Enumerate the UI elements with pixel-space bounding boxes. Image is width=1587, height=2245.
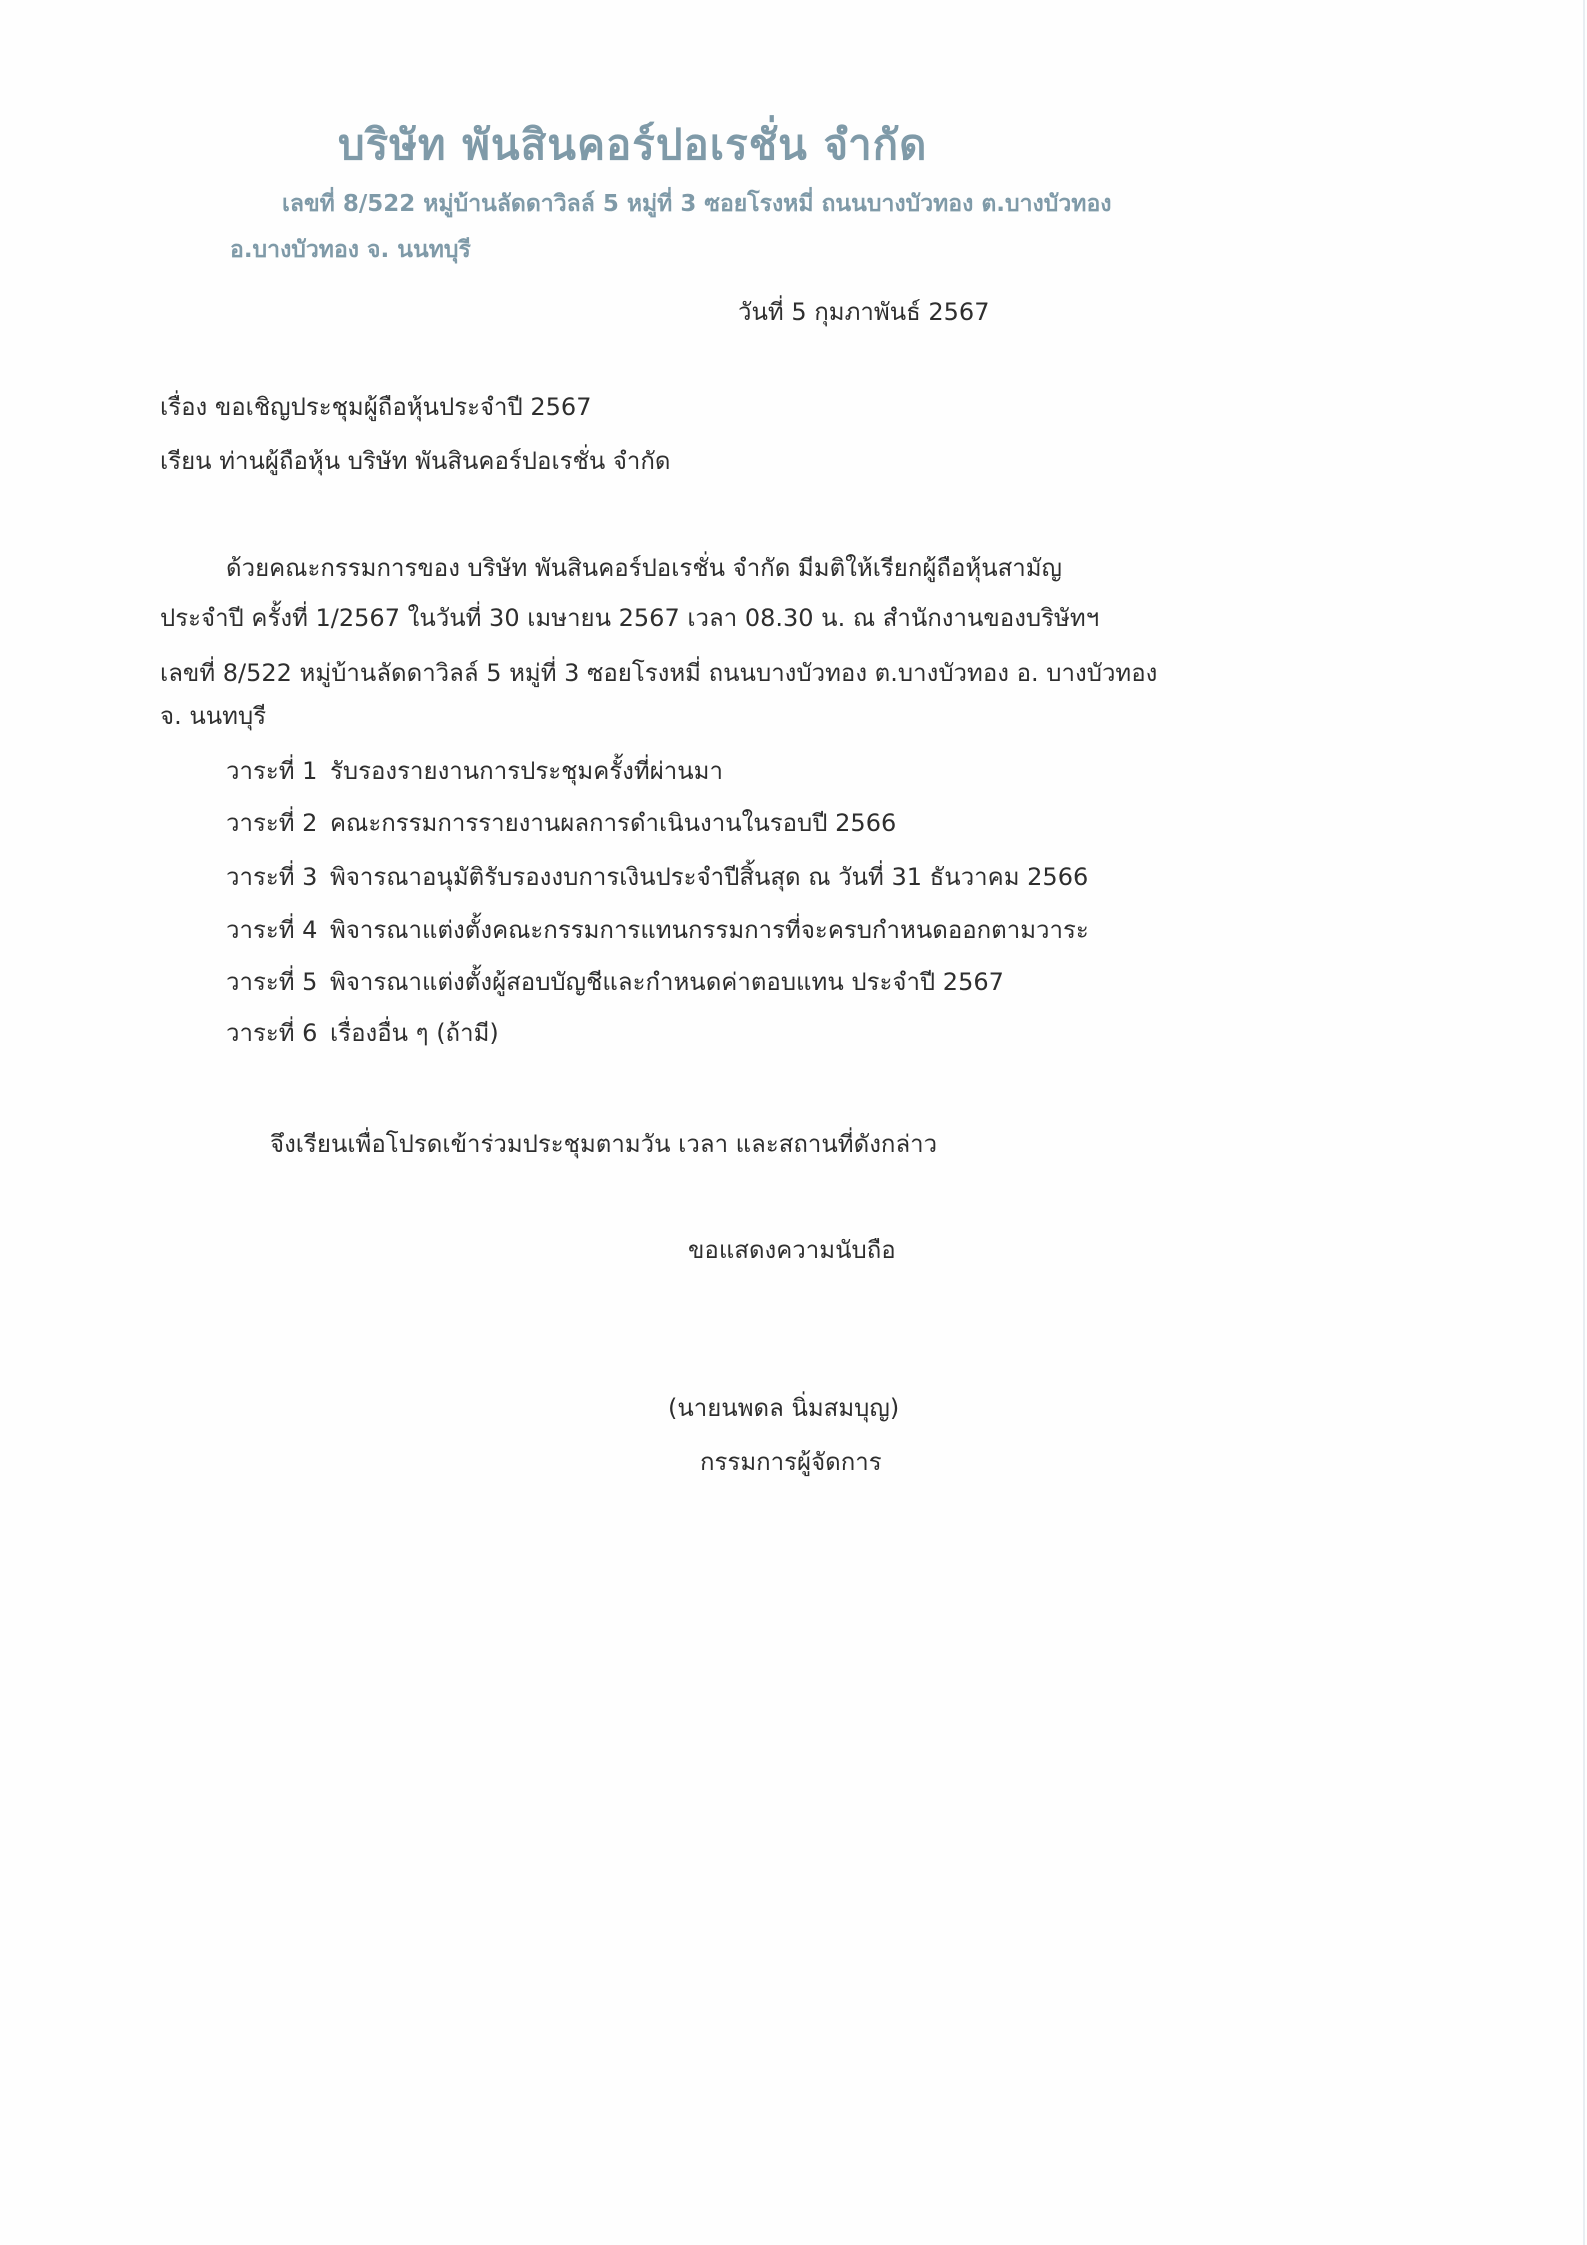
agenda-number: วาระที่ 1 <box>226 757 318 785</box>
agenda-item-6 <box>226 1013 499 1052</box>
agenda-text: พิจารณาแต่งตั้งคณะกรรมการแทนกรรมการที่จะครบกำหนดออกตามวาระ <box>330 916 1089 944</box>
agenda-item-2 <box>226 803 896 842</box>
agenda-text: รับรองรายงานการประชุมครั้งที่ผ่านมา <box>330 757 723 785</box>
agenda-item-5 <box>226 962 1004 1001</box>
body-line-1: ด้วยคณะกรรมการของ บริษัท พันสินคอร์ปอเรชั่น จำกัด มีมติให้เรียกผู้ถือหุ้นสามัญ <box>226 554 1063 582</box>
agenda-number: วาระที่ 5 <box>226 968 318 996</box>
agenda-item-1 <box>226 751 723 790</box>
company-address-line-1: เลขที่ 8/522 หมู่บ้านลัดดาวิลล์ 5 หมู่ที่ 3 ซอยโรงหมี่ ถนนบางบัวทอง ต.บางบัวทอง <box>282 191 1112 217</box>
scan-edge <box>1583 0 1585 2245</box>
company-address-line-2: อ.บางบัวทอง จ. นนทบุรี <box>230 237 471 263</box>
closing-sentence: จึงเรียนเพื่อโปรดเข้าร่วมประชุมตามวัน เวลา และสถานที่ดังกล่าว <box>270 1130 938 1158</box>
body-line-3: เลขที่ 8/522 หมู่บ้านลัดดาวิลล์ 5 หมู่ที่ 3 ซอยโรงหมี่ ถนนบางบัวทอง ต.บางบัวทอง อ. บางบัวทอง <box>160 659 1158 687</box>
agenda-number: วาระที่ 3 <box>226 863 318 891</box>
agenda-item-3 <box>226 857 1088 896</box>
letter-recipient: เรียน ท่านผู้ถือหุ้น บริษัท พันสินคอร์ปอเรชั่น จำกัด <box>160 447 671 475</box>
agenda-number: วาระที่ 6 <box>226 1019 318 1047</box>
agenda-number: วาระที่ 2 <box>226 809 318 837</box>
agenda-text: คณะกรรมการรายงานผลการดำเนินงานในรอบปี 2566 <box>330 809 897 837</box>
body-line-4: จ. นนทบุรี <box>160 702 267 730</box>
agenda-number: วาระที่ 4 <box>226 916 318 944</box>
agenda-text: พิจารณาแต่งตั้งผู้สอบบัญชีและกำหนดค่าตอบแทน ประจำปี 2567 <box>330 968 1004 996</box>
agenda-text: พิจารณาอนุมัติรับรองงบการเงินประจำปีสิ้นสุด ณ วันที่ 31 ธันวาคม 2566 <box>330 863 1089 891</box>
signer-name: (นายนพดล นิ่มสมบุญ) <box>668 1394 900 1422</box>
letter-subject: เรื่อง ขอเชิญประชุมผู้ถือหุ้นประจำปี 2567 <box>160 393 592 421</box>
company-name: บริษัท พันสินคอร์ปอเรชั่น จำกัด <box>338 120 928 169</box>
letter-date: วันที่ 5 กุมภาพันธ์ 2567 <box>738 298 990 326</box>
body-line-2: ประจำปี ครั้งที่ 1/2567 ในวันที่ 30 เมษายน 2567 เวลา 08.30 น. ณ สำนักงานของบริษัทฯ <box>160 604 1100 632</box>
regards: ขอแสดงความนับถือ <box>688 1236 896 1264</box>
agenda-text: เรื่องอื่น ๆ (ถ้ามี) <box>330 1019 499 1047</box>
agenda-item-4 <box>226 910 1089 949</box>
signer-position: กรรมการผู้จัดการ <box>700 1448 882 1476</box>
